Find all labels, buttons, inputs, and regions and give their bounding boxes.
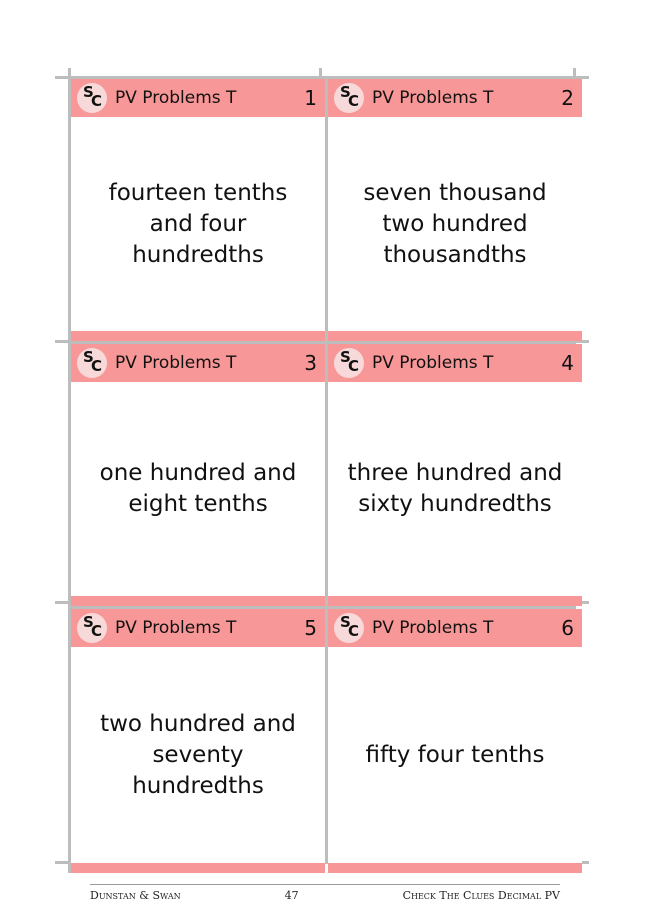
card-footer-band (71, 331, 325, 341)
sc-logo-icon (334, 613, 364, 643)
logo-letter-s: S (340, 613, 351, 631)
trim-mark (55, 601, 69, 604)
card-body (328, 117, 582, 331)
card-body (71, 382, 325, 596)
card-number: 3 (304, 351, 317, 375)
card-title: PV Problems T (115, 353, 237, 373)
card-clue-text: fifty four tenths (365, 741, 545, 768)
page-footer (90, 884, 560, 905)
logo-letter-s: S (340, 83, 351, 101)
card-clue-text: one hundred and eight tenths (99, 460, 297, 517)
trim-mark (55, 861, 69, 864)
card-footer-band (328, 596, 582, 606)
card-number: 6 (561, 616, 574, 640)
card-body (328, 382, 582, 596)
footer-authors: Dunstan & Swan (90, 888, 181, 902)
card-clue-text: two hundred and seventy hundredths (100, 710, 296, 799)
card-footer-band (71, 863, 325, 873)
card-header (328, 79, 582, 117)
sc-logo-icon (77, 83, 107, 113)
card-title: PV Problems T (115, 618, 237, 638)
logo-letter-s: S (83, 348, 94, 366)
card-clue-text: fourteen tenths and four hundredths (108, 179, 288, 268)
card-number: 2 (561, 86, 574, 110)
card-2 (328, 79, 582, 341)
card-header (71, 79, 325, 117)
card-clue-text: seven thousand two hundred thousandths (363, 179, 547, 268)
card-4 (328, 344, 582, 606)
card-number: 5 (304, 616, 317, 640)
card-body (71, 647, 325, 863)
logo-letter-s: S (83, 613, 94, 631)
card-6 (328, 609, 582, 873)
card-clue-text: three hundred and sixty hundredths (347, 460, 563, 517)
card-title: PV Problems T (372, 88, 494, 108)
sc-logo-icon (77, 613, 107, 643)
logo-letter-c: C (91, 92, 103, 110)
logo-letter-c: C (91, 357, 103, 375)
card-header (328, 609, 582, 647)
card-title: PV Problems T (115, 88, 237, 108)
card-5 (71, 609, 325, 873)
trim-mark (55, 76, 69, 79)
card-footer-band (328, 863, 582, 873)
sc-logo-icon (77, 348, 107, 378)
logo-letter-c: C (348, 92, 360, 110)
card-1 (71, 79, 325, 341)
card-footer-band (328, 331, 582, 341)
sc-logo-icon (334, 348, 364, 378)
card-body (71, 117, 325, 331)
card-footer-band (71, 596, 325, 606)
sc-logo-icon (334, 83, 364, 113)
logo-letter-s: S (340, 348, 351, 366)
card-header (71, 609, 325, 647)
trim-mark (55, 340, 69, 343)
card-number: 4 (561, 351, 574, 375)
card-title: PV Problems T (372, 353, 494, 373)
page-number: 47 (284, 888, 299, 902)
card-body (328, 647, 582, 863)
card-number: 1 (304, 86, 317, 110)
card-title: PV Problems T (372, 618, 494, 638)
logo-letter-c: C (348, 622, 360, 640)
logo-letter-s: S (83, 83, 94, 101)
card-header (71, 344, 325, 382)
logo-letter-c: C (91, 622, 103, 640)
logo-letter-c: C (348, 357, 360, 375)
footer-book-title: Check The Clues Decimal PV (402, 888, 560, 902)
card-header (328, 344, 582, 382)
card-3 (71, 344, 325, 606)
card-sheet (68, 76, 576, 864)
